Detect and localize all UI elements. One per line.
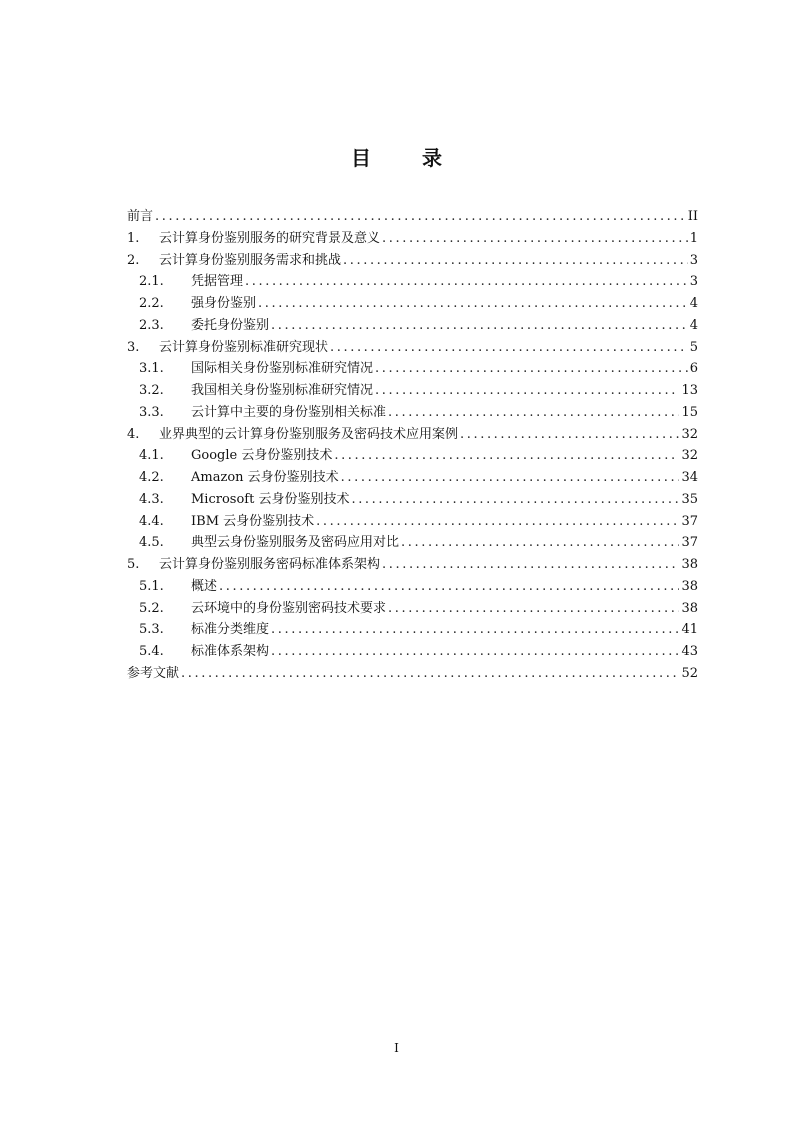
toc-entry-number: 3.2. [139, 383, 164, 398]
toc-entry-title: 凭据管理 [191, 274, 244, 290]
toc-entry-title: IBM 云身份鉴别技术 [191, 513, 315, 529]
toc-entry[interactable] [127, 424, 698, 446]
toc-entry[interactable] [127, 445, 698, 467]
toc-entry[interactable] [127, 641, 698, 663]
toc-entry-title: 云环境中的身份鉴别密码技术要求 [191, 600, 387, 616]
toc-entry-page: 37 [681, 535, 698, 551]
toc-entry-title: Microsoft 云身份鉴别技术 [191, 491, 350, 507]
toc-entry[interactable] [127, 511, 698, 533]
toc-entry-page: 43 [681, 644, 698, 659]
toc-entry-number: 2.2. [139, 296, 164, 311]
table-of-contents [127, 206, 698, 685]
dot-leader [388, 598, 679, 620]
toc-entry-number: 3. [127, 339, 140, 355]
toc-entry-title: 强身份鉴别 [191, 296, 257, 311]
toc-entry-title: 参考文献 [127, 665, 180, 681]
toc-entry-title: 云计算身份鉴别服务密码标准体系架构 [159, 557, 381, 572]
dot-leader [271, 315, 688, 337]
dot-leader [330, 337, 688, 359]
dot-leader [271, 641, 679, 663]
dot-leader [341, 467, 680, 489]
toc-entry-title: Google 云身份鉴别技术 [191, 448, 333, 464]
toc-entry-number: 4.1. [139, 448, 164, 464]
toc-entry[interactable] [127, 380, 698, 402]
page-title: 目 录 [351, 146, 464, 170]
toc-entry[interactable] [127, 293, 698, 315]
toc-entry[interactable] [127, 663, 698, 685]
toc-entry-number: 3.1. [139, 361, 164, 377]
toc-entry[interactable] [127, 402, 698, 424]
dot-leader [388, 402, 679, 424]
toc-entry-number: 4.2. [139, 470, 164, 485]
dot-leader [245, 271, 688, 293]
toc-entry-page: 32 [681, 426, 698, 442]
toc-entry[interactable] [127, 532, 698, 554]
dot-leader [219, 576, 679, 598]
dot-leader [460, 424, 679, 446]
toc-entry[interactable] [127, 271, 698, 293]
toc-entry[interactable] [127, 576, 698, 598]
dot-leader [258, 293, 688, 315]
toc-entry-page: 4 [689, 317, 698, 333]
toc-entry-number: 5.3. [139, 622, 164, 638]
dot-leader [271, 619, 679, 641]
dot-leader [401, 532, 679, 554]
toc-entry-title: 云计算身份鉴别标准研究现状 [159, 339, 329, 355]
toc-entry-page: 52 [681, 665, 698, 681]
toc-entry-title: 云计算身份鉴别服务的研究背景及意义 [159, 230, 381, 246]
toc-entry-number: 1. [127, 230, 140, 246]
toc-entry[interactable] [127, 554, 698, 576]
toc-entry-title: 概述 [191, 578, 218, 594]
dot-leader [334, 445, 679, 467]
toc-entry[interactable] [127, 489, 698, 511]
toc-entry-page: 4 [689, 296, 698, 311]
toc-entry-number: 4.3. [139, 491, 164, 507]
toc-entry-title: 国际相关身份鉴别标准研究情况 [191, 361, 374, 377]
toc-entry-title: 标准体系架构 [191, 644, 270, 659]
toc-entry-page: 35 [681, 491, 698, 507]
toc-entry-number: 5. [127, 557, 140, 572]
toc-entry-number: 5.1. [139, 578, 164, 594]
toc-entry[interactable] [127, 598, 698, 620]
dot-leader [343, 250, 688, 272]
toc-entry-number: 5.2. [139, 600, 164, 616]
toc-entry-page: 3 [689, 252, 698, 268]
toc-entry-page: 38 [681, 557, 698, 572]
toc-entry[interactable] [127, 358, 698, 380]
toc-entry-number: 4. [127, 426, 140, 442]
toc-entry-title: 前言 [127, 209, 154, 224]
toc-entry-page: 38 [681, 600, 698, 616]
toc-entry[interactable] [127, 467, 698, 489]
toc-entry-page: 3 [689, 274, 698, 290]
page-number: I [394, 1041, 399, 1055]
toc-entry-page: 34 [681, 470, 698, 485]
toc-entry-title: 我国相关身份鉴别标准研究情况 [191, 383, 374, 398]
toc-entry-page: 37 [681, 513, 698, 529]
dot-leader [375, 380, 679, 402]
toc-entry-page: 13 [681, 383, 698, 398]
toc-entry[interactable] [127, 619, 698, 641]
toc-entry-number: 4.4. [139, 513, 164, 529]
toc-entry-page: 1 [689, 230, 698, 246]
toc-entry-title: 典型云身份鉴别服务及密码应用对比 [191, 535, 400, 551]
dot-leader [316, 511, 679, 533]
dot-leader [351, 489, 679, 511]
toc-entry[interactable] [127, 228, 698, 250]
toc-entry[interactable] [127, 315, 698, 337]
toc-entry-title: 委托身份鉴别 [191, 317, 270, 333]
toc-entry[interactable] [127, 337, 698, 359]
toc-entry-page: 5 [689, 339, 698, 355]
toc-entry-number: 5.4. [139, 644, 164, 659]
toc-entry-title: 云计算身份鉴别服务需求和挑战 [159, 252, 342, 268]
toc-entry-page: 41 [681, 622, 698, 638]
toc-entry[interactable] [127, 250, 698, 272]
toc-entry-number: 2. [127, 252, 140, 268]
dot-leader [375, 358, 688, 380]
toc-entry-page: 32 [681, 448, 698, 464]
dot-leader [155, 206, 686, 228]
toc-entry-number: 2.1. [139, 274, 164, 290]
dot-leader [382, 554, 679, 576]
dot-leader [181, 663, 679, 685]
toc-entry-number: 4.5. [139, 535, 164, 551]
toc-entry-number: 2.3. [139, 317, 164, 333]
toc-entry-number: 3.3. [139, 404, 164, 420]
toc-entry-title: 标准分类维度 [191, 622, 270, 638]
toc-entry-title: Amazon 云身份鉴别技术 [191, 470, 339, 485]
toc-entry[interactable] [127, 206, 698, 228]
toc-entry-title: 业界典型的云计算身份鉴别服务及密码技术应用案例 [159, 426, 459, 442]
toc-entry-page: II [687, 209, 698, 224]
dot-leader [382, 228, 688, 250]
toc-entry-page: 38 [681, 578, 698, 594]
toc-entry-title: 云计算中主要的身份鉴别相关标准 [191, 404, 387, 420]
toc-entry-page: 15 [681, 404, 698, 420]
toc-entry-page: 6 [689, 361, 698, 377]
